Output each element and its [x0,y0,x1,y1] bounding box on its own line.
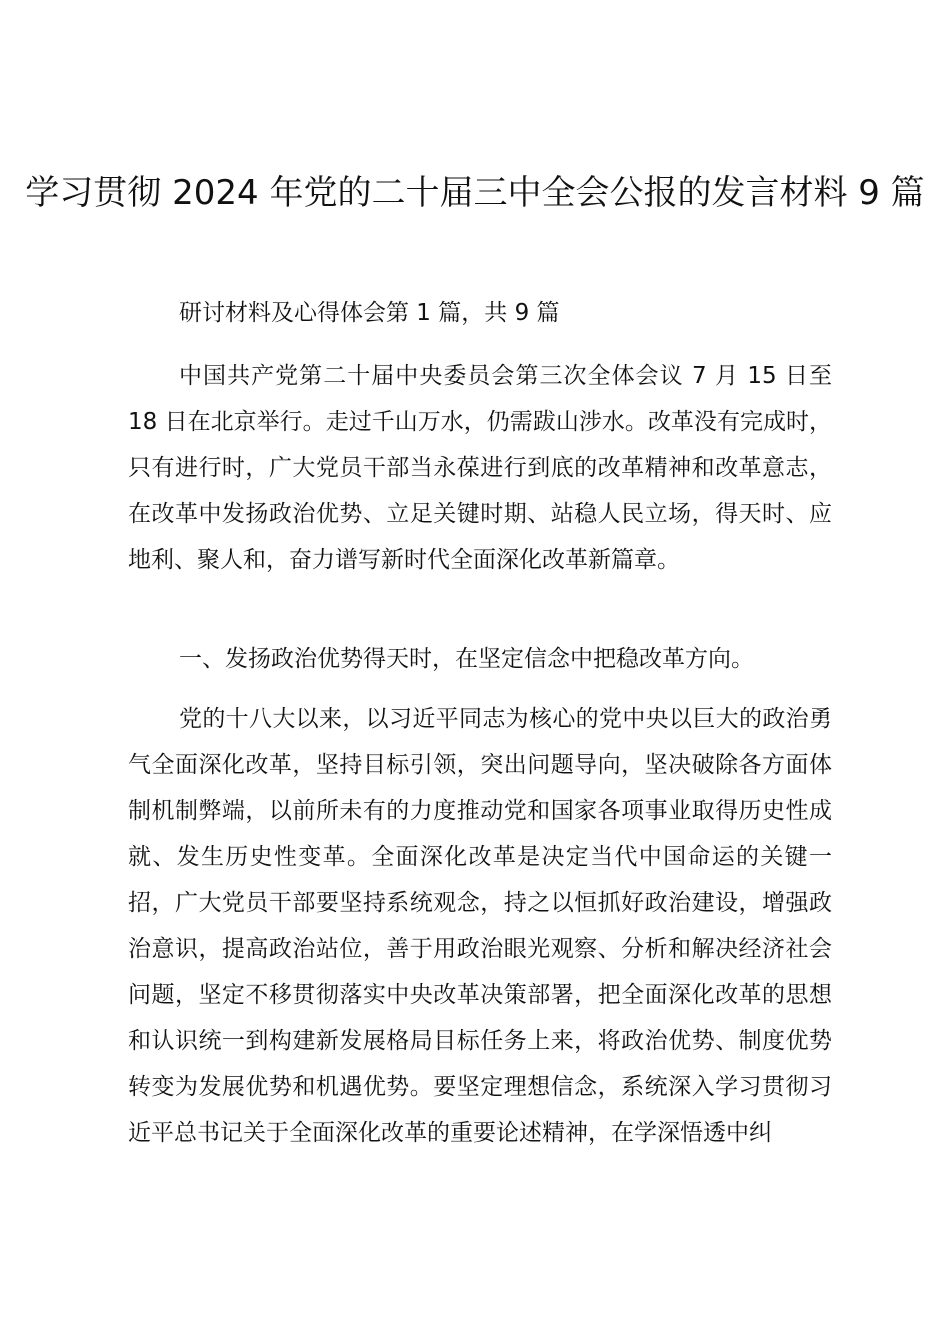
document-title: 学习贯彻 2024 年党的二十届三中全会公报的发言材料 9 篇 [25,173,925,213]
document-subtitle: 研讨材料及心得体会第 1 篇，共 9 篇 [179,300,560,326]
body-paragraph-1: 党的十八大以来，以习近平同志为核心的党中央以巨大的政治勇气全面深化改革，坚持目标引领，突出问题导向，坚决破除各方面体制机制弊端，以前所未有的力度推动党和国家各项事业取得历史性成就、发生历史性变革。全面深化改革是决定当代中国命运的关键一招，广大党员干部要坚持系统观念，持之以恒抓好政治建设，增强政治意识，提高政治站位，善于用政治眼光观察、分析和解决经济社会问题，坚定不移贯彻落实中央改革决策部署，把全面深化改革的思想和认识统一到构建新发展格局目标任务上来，将政治优势、制度优势转变为发展优势和机遇优势。要坚定理想信念，系统深入学习贯彻习近平总书记关于全面深化改革的重要论述精神，在学深悟透中纠 [128,706,832,1146]
intro-paragraph: 中国共产党第二十届中央委员会第三次全体会议 7 月 15 日至 18 日在北京举行。走过千山万水，仍需跋山涉水。改革没有完成时，只有进行时，广大党员干部当永葆进行到底的改革精神和改革意志，在改革中发扬政治优势、立足关键时期、站稳人民立场，得天时、应地利、聚人和，奋力谱写新时代全面深化改革新篇章。 [128,363,832,573]
section-heading-1: 一、发扬政治优势得天时，在坚定信念中把稳改革方向。 [179,646,754,672]
